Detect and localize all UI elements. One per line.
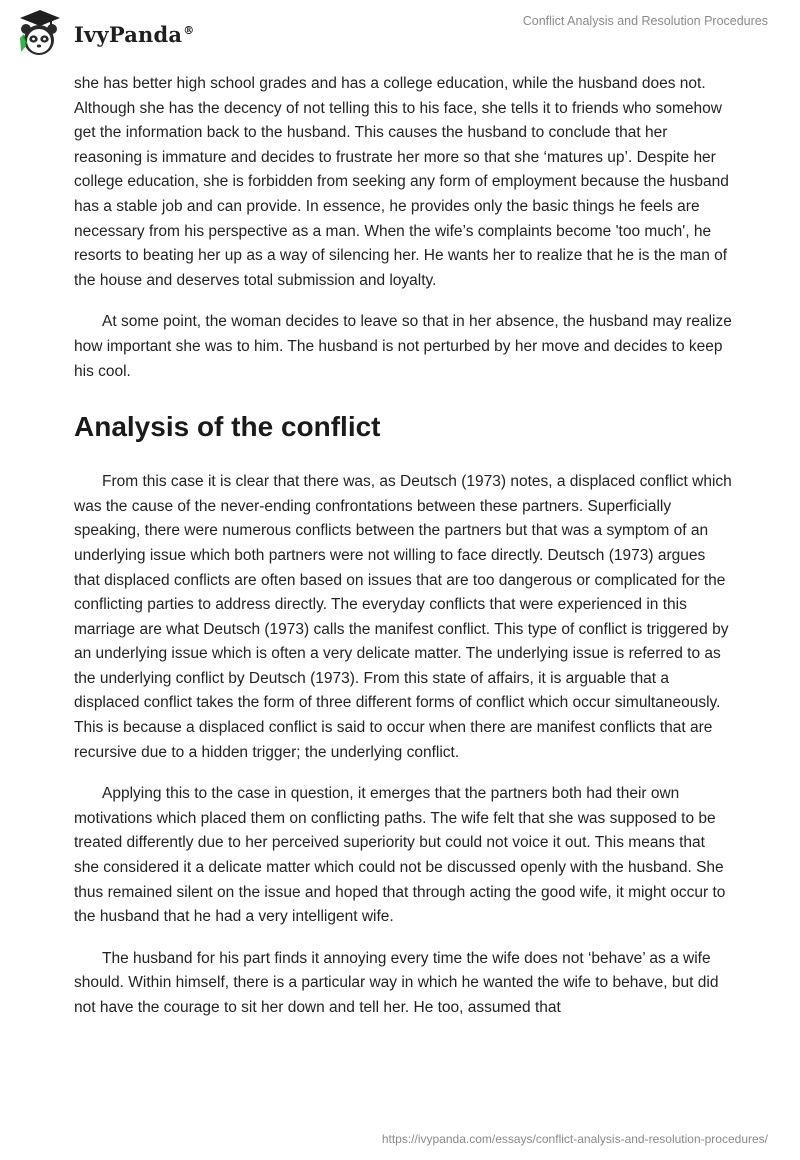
essay-body (74, 72, 734, 1038)
brand-name: IvyPanda® (74, 21, 195, 47)
paragraph: she has better high school grades and has a college education, while the husband does not. Although she has the decency of not telling this to his face, she tells it to friends who somehow get the information back to the husband. This causes the husband to conclude that her reasoning is immature and decides to frustrate her more so that she ‘matures up’. Despite her college education, she is forbidden from seeking any form of employment because the husband has a stable job and can provide. In essence, he provides only the basic things he feels are necessary from his perspective as a man. When the wife’s complaints become 'too much', he resorts to beating her up as a way of silencing her. He wants her to realize that he is the man of the house and deserves total submission and loyalty. (74, 75, 729, 289)
paragraph: From this case it is clear that there was, as Deutsch (1973) notes, a displaced conflict which was the cause of the never-ending confrontations between these partners. Superficially speaking, there were numerous conflicts between the partners but that was a symptom of an underlying issue which both partners were not willing to face directly. Deutsch (1973) argues that displaced conflicts are often based on issues that are too dangerous or complicated for the conflicting parties to address directly. The everyday conflicts that were experienced in this marriage are what Deutsch (1973) calls the manifest conflict. This type of conflict is triggered by an underlying issue which is often a very delicate matter. The underlying issue is referred to as the underlying conflict by Deutsch (1973). From this state of affairs, it is arguable that a displaced conflict takes the form of three different forms of conflict which occur simultaneously. This is because a displaced conflict is said to occur when there are manifest conflicts that are recursive due to a hidden trigger; the underlying conflict. (74, 473, 732, 761)
panda-logo-icon (14, 8, 66, 60)
page-header (0, 0, 800, 70)
brand-logo[interactable] (14, 8, 194, 60)
registered-mark: ® (183, 23, 195, 37)
paragraph: Applying this to the case in question, it emerges that the partners both had their own motivations which placed them on conflicting paths. The wife felt that she was supposed to be treated differently due to her perceived superiority but could not voice it out. This means that she considered it a delicate matter which could not be discussed openly with the husband. She thus remained silent on the issue and hoped that through acting the good wife, it might occur to the husband that he had a very intelligent wife. (74, 785, 726, 926)
paragraph: The husband for his part finds it annoying every time the wife does not ‘behave’ as a wife should. Within himself, there is a particular way in which he wanted the wife to behave, but did not have the courage to sit her down and tell her. He too, assumed that (74, 949, 719, 1016)
document-title: Conflict Analysis and Resolution Procedures (522, 14, 768, 28)
paragraph: At some point, the woman decides to leave so that in her absence, the husband may realize how important she was to him. The husband is not perturbed by her move and decides to keep his cool. (74, 313, 732, 380)
footer-url-link[interactable]: https://ivypanda.com/essays/conflict-analysis-and-resolution-procedures/ (381, 1132, 768, 1146)
section-heading: Analysis of the conflict (74, 411, 381, 443)
